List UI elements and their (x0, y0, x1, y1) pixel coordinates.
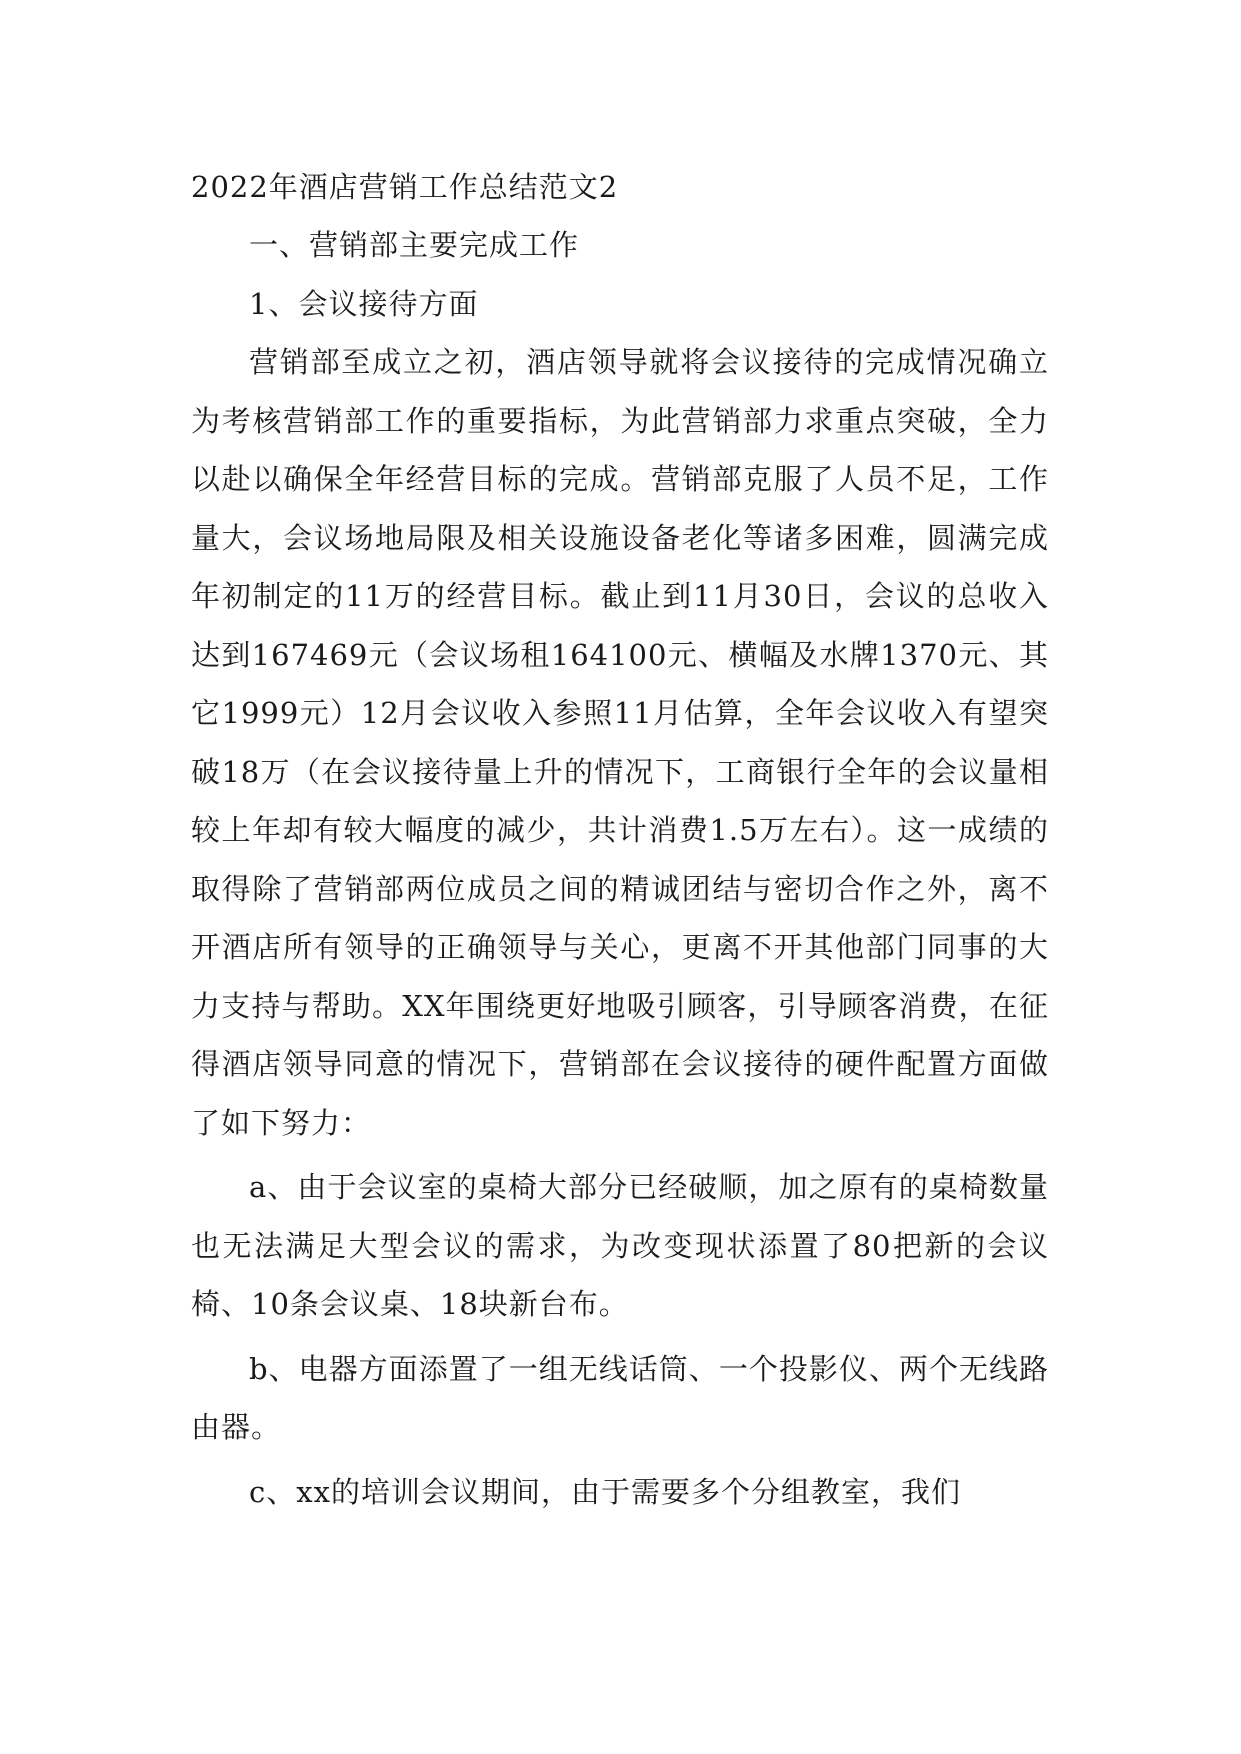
document-body (191, 158, 1049, 1521)
subsection-heading: 1、会议接待方面 (249, 286, 479, 321)
document-title: 2022年酒店营销工作总结范文2 (191, 170, 619, 204)
paragraph-meeting-reception: 营销部至成立之初，酒店领导就将会议接待的完成情况确立为考核营销部工作的重要指标，为此营销部力求重点突破，全力以赴以确保全年经营目标的完成。营销部克服了人员不足，工作量大，会议场地局限及相关设施设备老化等诸多困难，圆满完成年初制定的11万的经营目标。截止到11月30日，会议的总收入达到167469元（会议场租164100元、横幅及水牌1370元、其它1999元）12月会议收入参照11月估算，全年会议收入有望突破18万（在会议接待量上升的情况下，工商银行全年的会议量相较上年却有较大幅度的减少，共计消费1.5万左右）。这一成绩的取得除了营销部两位成员之间的精诚团结与密切合作之外，离不开酒店所有领导的正确领导与关心，更离不开其他部门同事的大力支持与帮助。XX年围绕更好地吸引顾客，引导顾客消费，在征得酒店领导同意的情况下，营销部在会议接待的硬件配置方面做了如下努力： (191, 345, 1049, 1140)
paragraph-item-b: b、电器方面添置了一组无线话筒、一个投影仪、两个无线路由器。 (191, 1351, 1049, 1444)
paragraph-item-c: c、xx的培训会议期间，由于需要多个分组教室，我们 (249, 1474, 961, 1509)
section-heading: 一、营销部主要完成工作 (249, 228, 580, 262)
paragraph-item-a: a、由于会议室的桌椅大部分已经破顺，加之原有的桌椅数量也无法满足大型会议的需求，为改变现状添置了80把新的会议椅、10条会议桌、18块新台布。 (191, 1170, 1049, 1321)
